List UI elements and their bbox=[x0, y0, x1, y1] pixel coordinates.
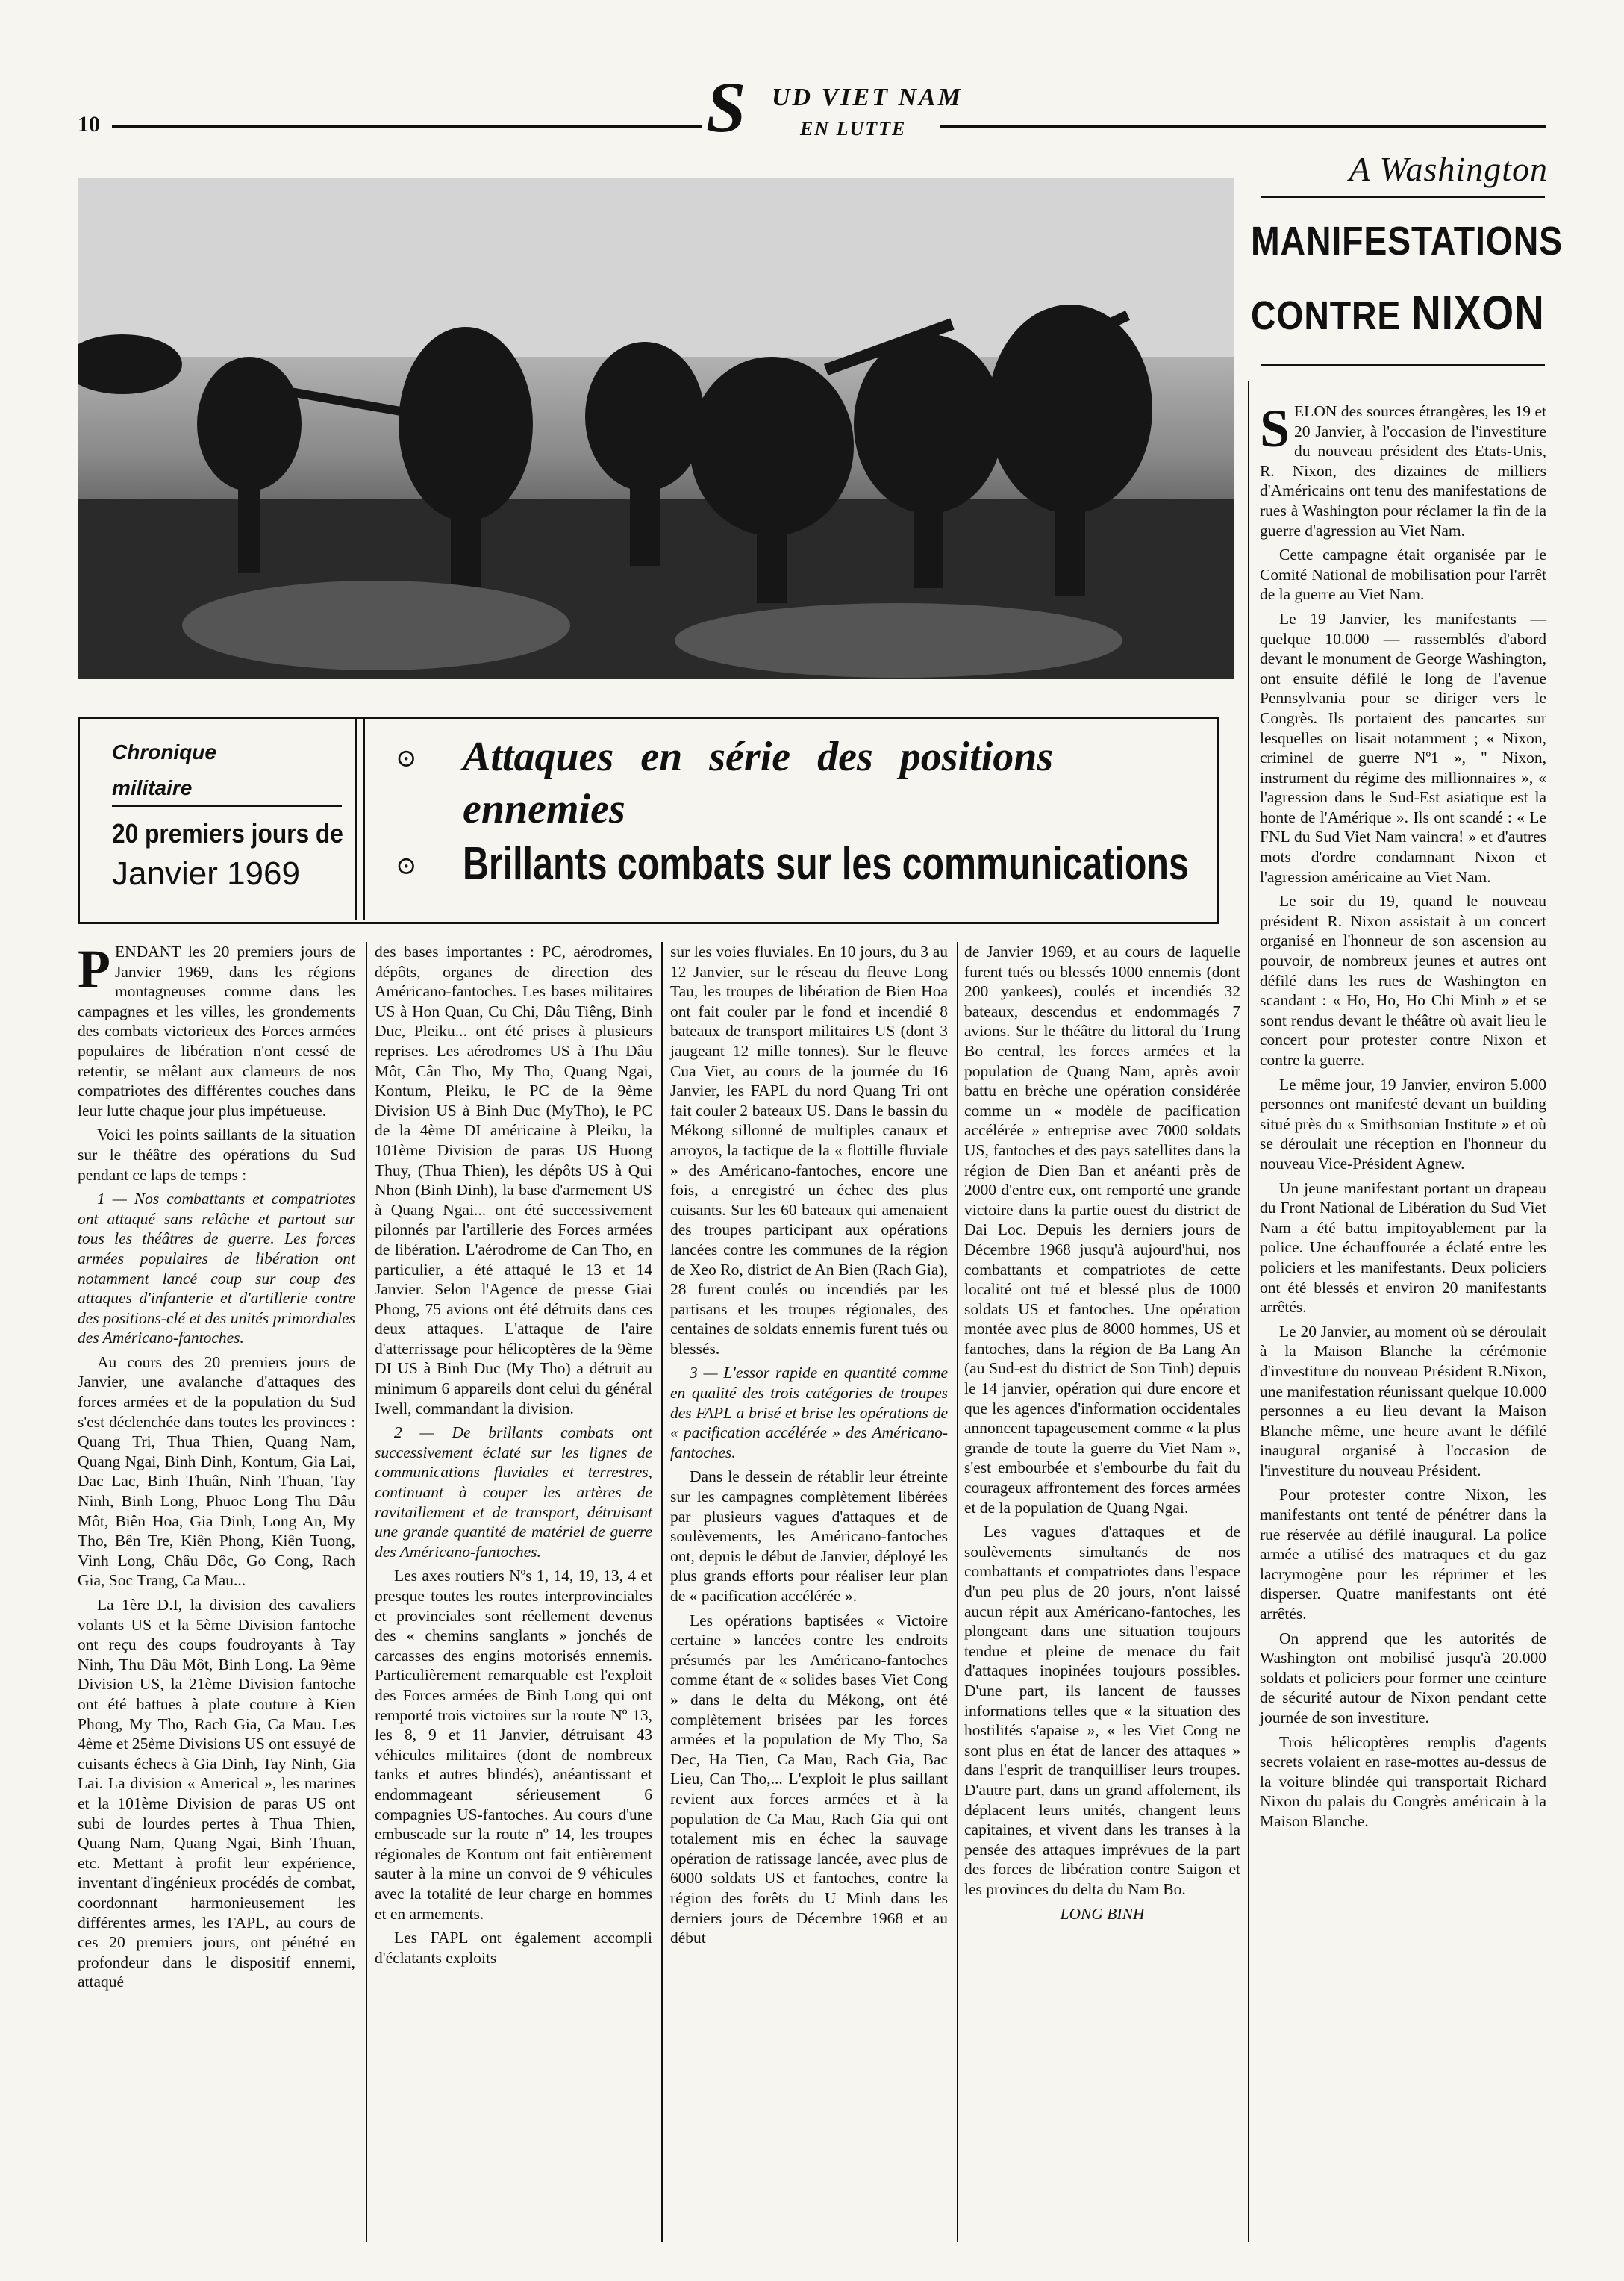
column-rule bbox=[1248, 381, 1249, 2242]
sidebar-kicker-rule bbox=[1261, 196, 1545, 198]
sidebar-paragraph: Le 19 Janvier, les manifestants — quelque 10.000 — rassemblés d'abord devant le monument de George Washington, ont ensuite défilé le long de l'avenue Pennsylvania pour se diriger vers le Congrès. Ils portaient des pancartes sur lesquelles on lisait notamment ; « Nixon, criminel de guerre Nº1 », " Nixon, instrument du régime des millionnaires », « l'agression dans le Sud-Est asiatique est la honte de l'Amérique ». Ils ont scandé : « Le FNL du Sud Viet Nam vaincra! » et d'autres mots d'ordre condamnant Nixon et l'agression américaine au Viet Nam. bbox=[1260, 609, 1546, 886]
sidebar-kicker: A Washington bbox=[1349, 150, 1548, 188]
article-paragraph: Les opérations baptisées « Victoire certaine » lancées contre les endroits présumés par les Américano-fantoches comme étant de « solides bases Viet Cong » dans le delta du Mékong, ont été complètement brisées par les forces armées et la population de My Tho, Sa Dec, Ha Tien, Ca Mau, Rach Gia, Bac Lieu, Can Tho,... L'exploit le plus saillant revient aux forces armées et à la population de Ca Mau, Rach Gia qui ont totalement mis en échec la sauvage opération de ratissage lancée, avec plus de 6000 soldats US et fantoches, contre la région des forêts du U Minh dans les derniers jours de Décembre 1968 et au début bbox=[670, 1611, 948, 1947]
masthead-subtitle: EN LUTTE bbox=[800, 118, 907, 140]
masthead-initial: S bbox=[706, 67, 746, 147]
sidebar-paragraph: Pour protester contre Nixon, les manifestants ont tenté de pénétrer dans la rue réservée au défilé inaugural. La police armée a utilisé des matraques et du gaz lacrymogène pour les réprimer et les disperser. Quatre manifestants ont été arrêtés. bbox=[1260, 1485, 1546, 1623]
article-paragraph: de Janvier 1969, et au cours de laquelle furent tués ou blessés 1000 ennemis (dont 200 yankees), coulés et incendiés 32 bateaux, descendus et endommagés 7 avions. Sur le théâtre du littoral du Trung Bo central, les forces armées et la population de Quang Nam, après avoir battu en brèche une opération considérée comme un « modèle de pacification accélérée » entreprise avec 7000 soldats US, fantoches et des pays satellites dans la région de Dien Ban et anéanti près de 2000 d'entre eux, ont remporté une grande victoire dans la partie ouest du district de Dai Loc. Depuis les derniers jours de Décembre 1968 jusqu'à aujourd'hui, nos combattants et compatriotes de cette localité ont tué et blessé plus de 1000 soldats US et fantoches. Une opération montée avec plus de 8000 hommes, US et fantoches, dans la région de Ba Lang An (au Sud-est du district de Son Tinh) depuis le 14 janvier, opération qui dure encore et que les agences d'information occidentales annoncent tapageusement comme « la plus grande de toute la guerre du Viet Nam », s'est embourbée et s'embourbe du fait du courageux affrontement des forces armées et de la population de Quang Ngai. bbox=[964, 943, 1240, 1517]
headline-box-divider bbox=[363, 717, 365, 920]
sidebar-headline-rule bbox=[1261, 364, 1545, 366]
article-paragraph: 3 — L'essor rapide en quantité comme en qualité des trois catégories de troupes des FAPL a brisé et brise les opérations de « pacification accélérée » des Américano-fantoches. bbox=[670, 1364, 948, 1461]
sidebar-headline-nixon: NIXON bbox=[1411, 286, 1545, 340]
sidebar-paragraph: Trois hélicoptères remplis d'agents secrets volaient en rase-mottes au-dessus de la voiture blindée qui transportait Richard Nixon du palais du Congrès américain à la Maison Blanche. bbox=[1260, 1732, 1546, 1830]
chronicle-underline bbox=[112, 805, 342, 807]
column-rule bbox=[366, 942, 367, 2242]
bullet-icon: ⊙ bbox=[396, 745, 417, 773]
column-rule bbox=[957, 942, 958, 2242]
chronicle-label: Chronique bbox=[112, 740, 216, 764]
headline-1: Attaques en série des positions bbox=[463, 734, 1054, 780]
masthead-title: UD VIET NAM bbox=[772, 84, 963, 111]
sidebar-drop-cap: S bbox=[1260, 399, 1290, 458]
article-column-3 bbox=[670, 942, 948, 1953]
sidebar-article bbox=[1260, 399, 1546, 1836]
article-paragraph: Les vagues d'attaques et de soulèvements simultanés de nos combattants et compatriotes dans l'espace d'un peu plus de 20 jours, n'ont laissé aucun répit aux Américano-fantoches, les plongeant dans une situation toujours tendue et pleine de menace du fait d'attaques inopinées toujours possibles. D'une part, ils lancent de fausses informations telles que « la situation des hostilités s'apaise », « les Viet Cong ne sont plus en état de lancer des attaques » dans l'esprit de tranquilliser leurs troupes. D'autre part, dans un grand affolement, ils déplacent leurs unités, changent leurs capitaines, et vivent dans les transes à la pensée des attaques imprévues de la part des forces de libération contre Saigon et les provinces du delta du Nam Bo. bbox=[964, 1523, 1240, 1898]
sidebar-paragraph: SELON des sources étrangères, les 19 et 20 Janvier, à l'occasion de l'investiture du nouveau président des Etats-Unis, R. Nixon, des dizaines de milliers d'Américains ont tenu des manifestations de rues à Washington pour réclamer la fin de la guerre d'agression au Viet Nam. bbox=[1260, 399, 1546, 540]
period-line2: Janvier 1969 bbox=[112, 855, 300, 892]
article-drop-cap: P bbox=[78, 939, 110, 999]
article-paragraph: Les axes routiers Nºs 1, 14, 19, 13, 4 et presque toutes les routes interprovinciales et provinciales sont réellement devenus des « chemins sanglants » jonchés de carcasses des engins motorisés ennemis. Particulièrement remarquable est l'exploit des Forces armées de Binh Long qui ont remporté trois victoires sur la route Nº 13, les 8, 9 et 11 Janvier, détruisant 43 véhicules militaires (dont de nombreux tanks et autres blindés), anéantissant et endommageant sérieusement 6 compagnies US-fantoches. Au cours d'une embuscade sur la route nº 14, les troupes régionales de Kontum ont fait entièrement sauter à la mine un convoi de 9 véhicules avec la totalité de leur charge en hommes et en armements. bbox=[375, 1567, 652, 1923]
sidebar-paragraph: Un jeune manifestant portant un drapeau du Front National de Libération du Sud Viet Nam a été battu impitoyablement par la police. Une échauffourée a éclaté entre les policiers et les manifestants. Deux policiers ont été blessés et environ 20 manifestants arrêtés. bbox=[1260, 1179, 1546, 1317]
sidebar-paragraph: Le 20 Janvier, au moment où se déroulait à la Maison Blanche la cérémonie d'investiture du nouveau Président R.Nixon, une manifestation réunissant quelque 10.000 personnes a eu lieu devant la Maison Blanche même, une heure avant le défilé inaugural organisé à l'occasion de l'investiture du nouveau Président. bbox=[1260, 1322, 1546, 1479]
article-column-4 bbox=[964, 942, 1240, 1928]
sidebar-headline-contre: CONTRE bbox=[1251, 293, 1402, 338]
article-paragraph: La 1ère D.I, la division des cavaliers volants US et la 5ème Division fantoche ont reçu des coups foudroyants à Tay Ninh, Thu Dâu Môt, Binh Long. La 9ème Division US, la 21ème Division fantoche ont été battues à plate couture à Kien Phong, My Tho, Rach Gia, Ca Mau. Les 4ème et 25ème Divisions US ont essuyé de cuisants échecs à Gia Dinh, Tay Ninh, Gia Lai. La division « Americal », les marines et la 101ème Division de paras US ont subi de lourdes pertes à Thua Thien, Quang Nam, Quang Ngai, Binh Thuan, etc. Mettant à profit leur expérience, inventant d'ingénieux procédés de combat, coordonnant harmonieusement les différentes armes, les FAPL, au cours de ces 20 premiers jours, ont pénétré en profondeur dans le dispositif ennemi, attaqué bbox=[78, 1596, 356, 1991]
article-paragraph: Au cours des 20 premiers jours de Janvier, une avalanche d'attaques des forces armées et de la population du Sud s'est déclenchée dans toutes les provinces : Quang Tri, Thua Thien, Quang Nam, Quang Ngai, Binh Dinh, Kontum, Gia Lai, Dac Lac, Binh Thuân, Ninh Thuan, Tay Ninh, Binh Long, Phuoc Long Thu Dâu Môt, Biên Hoa, Gia Dinh, Long An, My Tho, Bên Tre, Kiên Phong, Kiên Tuong, Vinh Long, Châu Dôc, Go Cong, Rach Gia, Soc Trang, Ca Mau... bbox=[78, 1352, 355, 1590]
sidebar-paragraph: Cette campagne était organisée par le Comité National de mobilisation pour l'arrêt de la guerre au Viet Nam. bbox=[1260, 546, 1546, 604]
chronicle-label-2: militaire bbox=[112, 776, 193, 799]
headline-box-divider bbox=[355, 717, 357, 920]
page-number: 10 bbox=[78, 112, 100, 137]
article-paragraph: des bases importantes : PC, aérodromes, dépôts, organes de direction des Américano-fantoches. Les bases militaires US à Hon Quan, Cu Chi, Dâu Tiêng, Binh Duc, Pleiku... ont été prises à plusieurs reprises. Les aérodromes US à Thu Dâu Môt, Cân Tho, My Tho, Quang Ngai, Kontum, Pleiku, le PC de la 9ème Division US à Binh Duc (MyTho), le PC de la 4ème DI américaine à Pleiku, la 101ème Division de paras US Huong Thuy, (Thua Thien), les dépôts US à Qui Nhon (Binh Dinh), la base d'armement US à Quang Ngai... ont été successivement pilonnés par l'artillerie des Forces armées de libération. L'aérodrome de Can Tho, en particulier, a été attaqué le 13 et 14 Janvier. Selon l'Agence de presse Giai Phong, 75 avions ont été détruits dans ces deux attaques. L'attaque de l'aire d'atterrissage pour hélicoptères de la 9ème DI US à Binh Duc (My Tho) a détruit au minimum 6 appareils dont celui du général Iwell, commandant la division. bbox=[375, 943, 652, 1417]
article-paragraph: PENDANT les 20 premiers jours de Janvier 1969, dans les régions montagneuses comme dans les campagnes et les villes, les grondements des combats victorieux des Forces armées populaires de libération n'ont cessé de retentir, se mêlant aux clameurs de nos compatriotes des différentes couches dans leur lutte chaque jour plus impétueuse. bbox=[78, 939, 355, 1120]
sidebar-paragraph: Le même jour, 19 Janvier, environ 5.000 personnes ont manifesté devant un building situé près du « Smithsonian Institute » et où se déroulait une réception en l'honneur du nouveau Vice-Président Agnew. bbox=[1260, 1075, 1546, 1173]
sidebar-paragraph: Le soir du 19, quand le nouveau président R. Nixon assistait à un concert organisé en l'honneur de son ascension au pouvoir, de nombreux jeunes et autres ont défilé dans les rues de Washington en scandant : « Ho, Ho, Ho Chi Minh » et se sont rendus devant le théâtre où avait lieu le concert pour protester contre Nixon et contre la guerre. bbox=[1260, 892, 1546, 1069]
article-column-2 bbox=[375, 942, 652, 1972]
soldiers-photo bbox=[78, 178, 1234, 679]
bullet-icon: ⊙ bbox=[396, 852, 417, 880]
article-paragraph: sur les voies fluviales. En 10 jours, du 3 au 12 Janvier, sur le réseau du fleuve Long Tau, les troupes de libération de Bien Hoa ont fait couler par le fond et incendié 8 bateaux de transport militaires US (dont 3 jaugeant 12 mille tonnes). Sur le fleuve Cua Viet, au cours de la journée du 16 Janvier, les FAPL du nord Quang Tri ont fait couler 2 bateaux US. Dans le bassin du Mékong sillonné de multiples canaux et arroyos, la tactique de la « flottille fluviale » des Américano-fantoches, encore une fois, a enregistré un échec des plus cuisants. Sur les 60 bateaux qui amenaient des troupes participant aux opérations lancées contre les communes de la région de Xeo Ro, district de An Bien (Rach Gia), 28 furent coulés ou incendiés par les partisans et les troupes régionales, des centaines de soldats ennemis furent tués ou blessés. bbox=[670, 943, 948, 1358]
masthead-rule-left bbox=[112, 125, 702, 128]
sidebar-headline-line1: MANIFESTATIONS bbox=[1251, 219, 1563, 263]
article-paragraph: Dans le dessein de rétablir leur étreinte sur les campagnes complètement libérées par plusieurs vagues d'attaques et de soulèvements, les Américano-fantoches ont, depuis le début de Janvier, déployé les plus grands efforts pour réaliser leur plan de « pacification accélérée ». bbox=[670, 1467, 948, 1605]
sidebar-paragraph: On apprend que les autorités de Washington ont mobilisé jusqu'à 20.000 soldats et policiers pour former une ceinture de sécurité autour de Nixon pendant cette journée de son investiture. bbox=[1260, 1629, 1546, 1726]
article-paragraph: 1 — Nos combattants et compatriotes ont attaqué sans relâche et partout sur tous les théâtres de guerre. Les forces armées populaires de libération ont notamment lancé coup sur coup des attaques d'infanterie et d'artillerie contre des positions-clé et des unités primordiales des Américano-fantoches. bbox=[78, 1190, 355, 1347]
soldiers-photo-illustration bbox=[78, 178, 1234, 679]
masthead-rule-right bbox=[940, 125, 1546, 128]
article-signature: LONG BINH bbox=[1060, 1904, 1145, 1923]
article-paragraph: 2 — De brillants combats ont successivement éclaté sur les lignes de communications fluviales et terrestres, continuant à couper les artères de ravitaillement et de transport, détruisant une grande quantité de matériel de guerre des Américano-fantoches. bbox=[375, 1423, 652, 1561]
column-rule bbox=[661, 942, 663, 2242]
sidebar-headline-line2 bbox=[1251, 285, 1545, 340]
headline-1-cont: ennemies bbox=[463, 786, 625, 832]
headline-2: Brillants combats sur les communications bbox=[463, 838, 1189, 890]
article-column-1 bbox=[78, 939, 356, 1997]
article-paragraph: Voici les points saillants de la situation sur le théâtre des opérations du Sud pendant ce laps de temps : bbox=[78, 1126, 355, 1184]
article-paragraph: Les FAPL ont également accompli d'éclatants exploits bbox=[375, 1929, 652, 1967]
period-line1: 20 premiers jours de bbox=[112, 818, 343, 849]
